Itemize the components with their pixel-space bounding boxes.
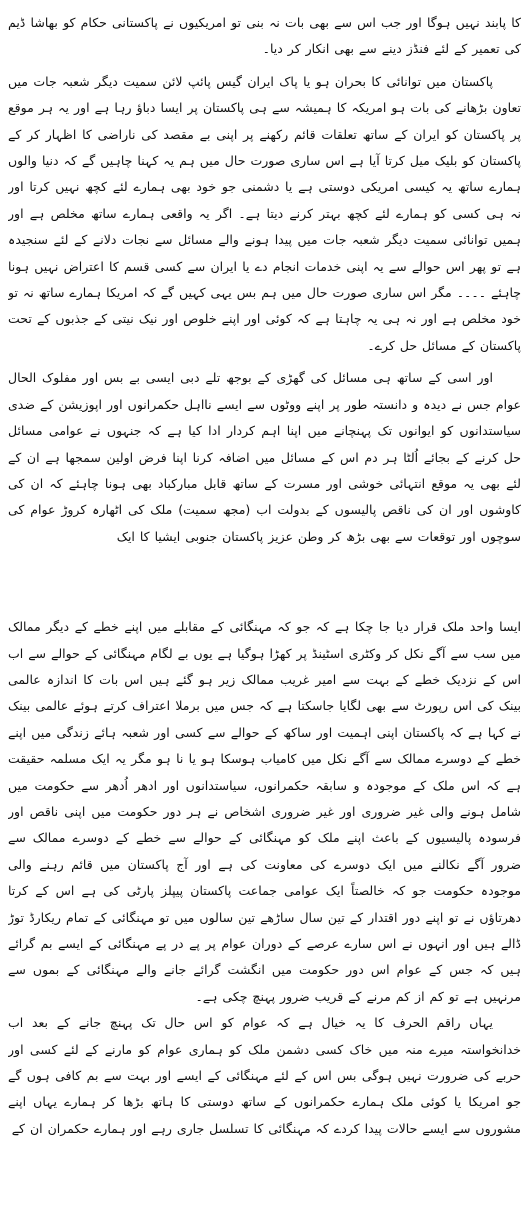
article-paragraph-2: پاکستان میں توانائی کا بحران ہو یا پاک ایران گیس پائپ لائن سمیت دیگر شعبہ جات میں تعاون بڑھانے کی بات ہو امریکہ کا ہمیشہ سے ہی پاکستان پر ایسا دباؤ رہا ہے اور یہ ہر موقع پر پاکستان کو ایران کے ساتھ تعلقات قائم رکھنے پر اپنی بے مقصد کی ناراضی کا اظہار کر کے پاکستان کو بلیک میل کرتا آیا ہے اس ساری صورت حال میں ہم یہ کہنا چاہیں گے کہ دنیا والوں ہمارے ساتھ یہ کیسی امریکی دوستی ہے یا دشمنی جو خود بھی ہمارے لئے کچھ نہیں کرتا اور نہ ہی کسی کو ہمارے لئے کچھ بہتر کرنے دیتا ہے۔ اگر یہ واقعی ہمارے ساتھ مخلص ہے اور ہمیں توانائی سمیت دیگر شعبہ جات میں پیدا ہونے والے مسائل سے نجات دلانے کے لئے سنجیدہ ہے تو پھر اس حوالے سے یہ اپنی خدمات انجام دے یا ایران سے کسی قسم کا اعتراض نہیں ہونا چاہئے ۔۔۔۔ مگر اس ساری صورت حال میں ہم بس یہی کہیں گے کہ امریکا ہمارے ساتھ نہ تو خود مخلص ہے اور نہ ہی یہ چاہتا ہے کہ کوئی اور اپنے خلوص اور نیک نیتی کے جذبوں کے تحت پاکستان کے مسائل حل کرے۔ bbox=[8, 73, 521, 353]
article-paragraph-4: ایسا واحد ملک قرار دیا جا چکا ہے کہ جو کہ مہنگائی کے مقابلے میں اپنے خطے کے دیگر ممالک میں سب سے آگے نکل کر وکٹری اسٹینڈ پر کھڑا ہوگیا ہے یوں بے لگام مہنگائی کے حوالے سے اب اس کے نزدیک خطے کے بہت سے امیر غریب ممالک زیر ہو گئے ہیں اس بات کا اندازہ عالمی بینک کی اس رپورٹ سے بھی لگایا جاسکتا ہے کہ جس میں برملا اعتراف کرتے ہوئے عالمی بینک نے کہا ہے کہ پاکستان اپنی اہمیت اور ساکھ کے حوالے سے کسی اور شعبہ ہائے زندگی میں اپنے خطے کے دوسرے ممالک سے آگے نکل میں کامیاب ہوسکا ہو یا نا ہو مگر یہ ایک مسلمہ حقیقت ہے کہ اس ملک کے موجودہ و سابقہ حکمرانوں، سیاستدانوں اور ادھر اُدھر سے حکومت میں شامل ہونے والی غیر ضروری اور غیر ضروری اشخاص نے ہر دور حکومت میں اپنی ناقص اور فرسودہ پالیسیوں کے باعث اپنے ملک کو مہنگائی کے حوالے سے خطے کے دوسرے ممالک سے ضرور آگے نکالنے میں ایک دوسرے کی معاونت کی ہے اور آج پاکستان میں قائم رہنے والی موجودہ حکومت جو کہ خالصتاً ایک عوامی جماعت پاکستان پیپلز پارٹی کی ہے اس کے کرتا دھرتاؤں نے تو اپنے دور اقتدار کے تین سال ساڑھے تین سالوں میں تو مہنگائی کے تمام ریکارڈ توڑ ڈالے ہیں اور انہوں نے اس سارے عرصے کے دوران عوام پر پے در پے مہنگائی کے ایسے بم گرائے ہیں کہ جس کے عوام اس دور حکومت میں انگشت گرائے جانے والے مہنگائی کے بموں سے مرنہیں ہے تو کم از کم مرنے کے قریب ضرور پہنچ چکی ہے۔ bbox=[8, 619, 521, 1004]
article-paragraph-5: یہاں راقم الحرف کا یہ خیال ہے کہ عوام کو اس حال تک پہنچ جانے کے بعد اب خدانخواستہ میرے منہ میں خاک کسی دشمن ملک کو ہماری عوام کو مارنے کے لئے کسی اور حربے کی ضرورت نہیں ہوگی بس اس کے لئے مہنگائی کے ایسے اور بہت سے بم کافی ہوں گے جو امریکا یا کوئی ملک ہمارے حکمرانوں کے ساتھ دوستی کا ہاتھ بڑھا کر ہمارے یہاں اپنے مشوروں سے ایسے حالات پیدا کردے کہ مہنگائی کا تسلسل جاری رہے اور ہمارے حکمران ان کے bbox=[8, 1015, 521, 1136]
article-page bbox=[8, 10, 521, 1202]
article-paragraph-3: اور اسی کے ساتھ ہی مسائل کی گھڑی کے بوجھ تلے دبی ایسی بے بس اور مفلوک الحال عوام جس نے دیدہ و دانستہ طور پر اپنے ووٹوں سے ایسے نااہل حکمرانوں اور اپوزیشن کے ضدی سیاستدانوں کو ایوانوں تک پہنچانے میں اپنا اہم کردار ادا کیا ہے کہ جنہوں نے عوامی مسائل حل کرنے کے بجائے اُلٹا ہر دم اس کے مسائل میں اضافہ کرنا اپنا فرض اولین سمجھا ہے ان کے لئے بھی یہ موقع انتہائی خوشی اور مسرت کے ساتھ قابل مبارکباد بھی ہونا چاہئے کہ ان کی کاوشوں اور ان کی ناقص پالیسوں کے بدولت اب (مجھ سمیت) ملک کی اٹھارہ کروڑ عوام کی سوچوں اور توقعات سے بھی بڑھ کر وطن عزیز پاکستان جنوبی ایشیا کا ایک bbox=[8, 370, 521, 544]
article-paragraph-1: کا پابند نہیں ہوگا اور جب اس سے بھی بات نہ بنی تو امریکیوں نے پاکستانی حکام کو بھاشا ڈیم کی تعمیر کے لئے فنڈز دینے سے بھی انکار کر دیا۔ bbox=[8, 15, 521, 57]
